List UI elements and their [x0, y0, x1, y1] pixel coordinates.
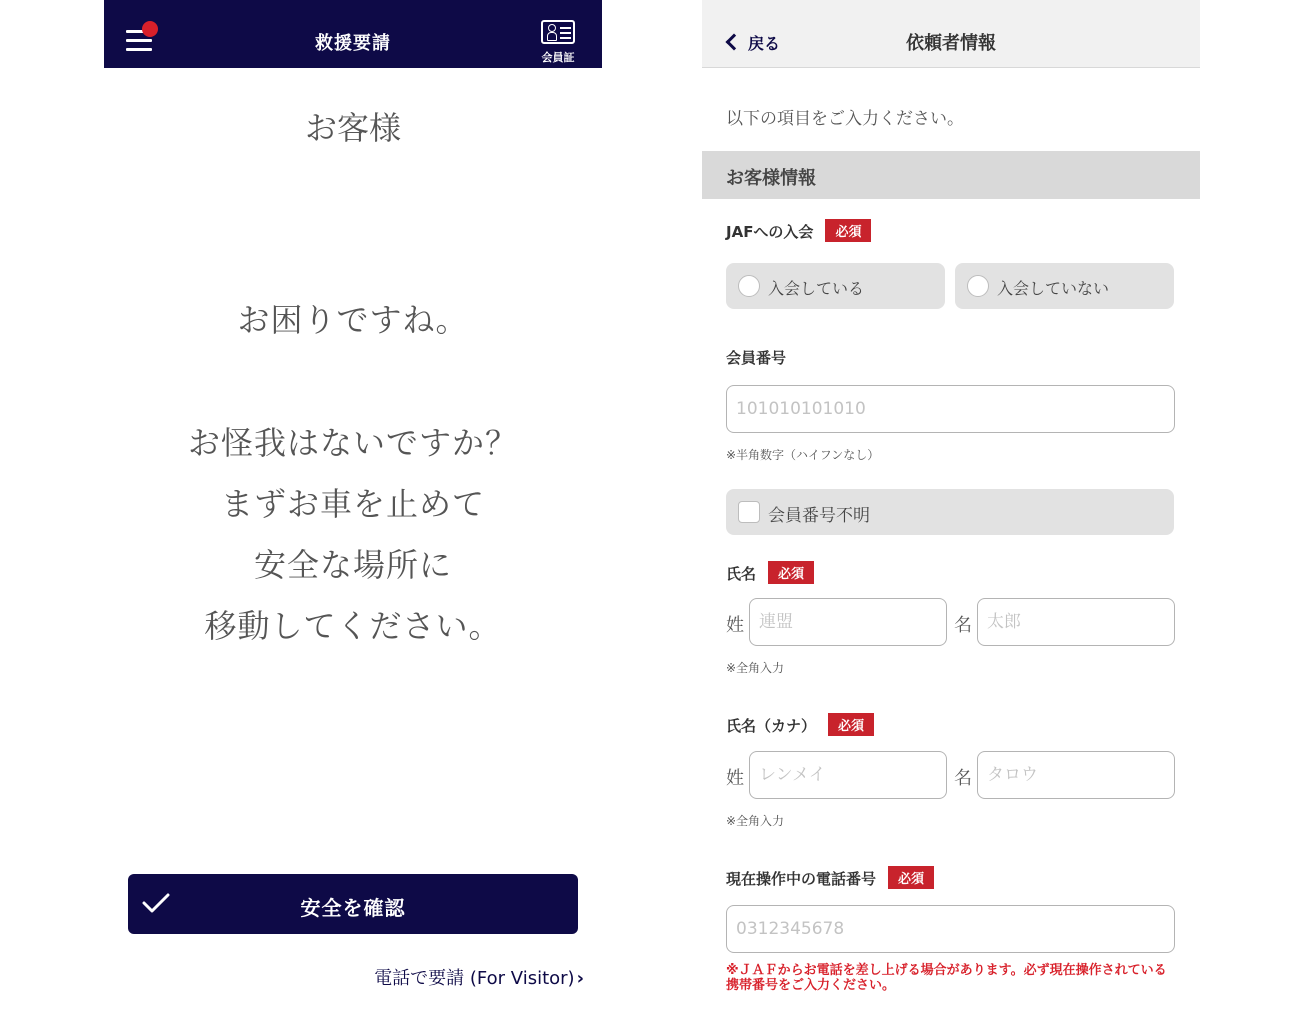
- last-name-kana-input[interactable]: [749, 751, 947, 799]
- name-note: ※全角入力: [726, 661, 785, 675]
- section-header: [702, 151, 1200, 199]
- field-label: 現在操作中の電話番号: [726, 870, 877, 888]
- member-card-label: 会員証: [541, 51, 575, 64]
- trouble-text: お困りですね。: [237, 301, 469, 339]
- id-card-line: [560, 37, 571, 39]
- safety-message-line: 安全な場所に: [253, 546, 452, 584]
- app-header: [104, 0, 602, 68]
- first-name-prefix: 名: [954, 615, 972, 636]
- member-card-button[interactable]: [534, 20, 582, 66]
- phone-label: [726, 866, 934, 889]
- id-card-face: [547, 24, 556, 40]
- checkbox-label: 会員番号不明: [768, 506, 870, 526]
- id-card-line: [560, 32, 571, 34]
- safety-message-line: まずお車を止めて: [220, 485, 485, 523]
- first-name-input[interactable]: [977, 598, 1175, 646]
- id-card-line: [560, 27, 571, 29]
- required-badge: 必須: [825, 219, 871, 242]
- page-title: 依頼者情報: [906, 33, 996, 54]
- jaf-membership-label: [726, 219, 871, 242]
- required-badge: 必須: [888, 866, 934, 889]
- member-number-unknown-checkbox[interactable]: [726, 489, 1174, 535]
- field-label: 会員番号: [726, 349, 787, 367]
- confirm-safety-button[interactable]: [128, 874, 578, 934]
- name-kana-label: [726, 713, 874, 736]
- field-label: 氏名（カナ）: [726, 717, 817, 735]
- first-name-kana-input[interactable]: [977, 751, 1175, 799]
- required-badge: 必須: [768, 561, 814, 584]
- radio-member-no[interactable]: [955, 263, 1174, 309]
- confirm-safety-label: 安全を確認: [300, 896, 406, 920]
- intro-text: 以下の項目をご入力ください。: [726, 109, 964, 129]
- last-name-kana-prefix: 姓: [726, 768, 744, 789]
- requester-info-screen: [702, 0, 1200, 1016]
- last-name-input[interactable]: [749, 598, 947, 646]
- chevron-right-icon: ›: [576, 968, 584, 989]
- safety-message-line: 移動してください。: [204, 607, 502, 645]
- radio-label: 入会していない: [997, 279, 1110, 298]
- safety-message-line: お怪我はないですか？: [187, 424, 518, 462]
- radio-member-yes[interactable]: [726, 263, 945, 309]
- section-title: お客様情報: [726, 168, 816, 189]
- member-number-input[interactable]: [726, 385, 1175, 433]
- greeting-text: お客様: [304, 109, 401, 147]
- name-kana-note: ※全角入力: [726, 814, 785, 828]
- app-header: [702, 0, 1200, 68]
- id-card-icon: [541, 20, 575, 44]
- field-label: 氏名: [726, 565, 757, 583]
- field-label: JAFへの入会: [726, 223, 814, 241]
- phone-request-link[interactable]: [354, 964, 584, 990]
- name-label: [726, 561, 814, 584]
- phone-input[interactable]: [726, 905, 1175, 953]
- phone-request-label: 電話で要請 (For Visitor): [374, 968, 575, 989]
- first-name-kana-prefix: 名: [954, 768, 972, 789]
- radio-icon: [738, 275, 760, 297]
- phone-warning: ※ＪＡＦからお電話を差し上げる場合があります。必ず現在操作されている携帯番号をご入力ください。: [726, 963, 1167, 993]
- page-title: 救援要請: [315, 33, 391, 54]
- member-number-note: ※半角数字（ハイフンなし）: [726, 448, 880, 462]
- member-number-label: [726, 347, 786, 368]
- radio-icon: [967, 275, 989, 297]
- last-name-prefix: 姓: [726, 615, 744, 636]
- required-badge: 必須: [828, 713, 874, 736]
- rescue-request-screen: [104, 0, 602, 1016]
- radio-label: 入会している: [768, 279, 865, 298]
- back-label: 戻る: [748, 33, 781, 53]
- checkbox-icon: [738, 501, 760, 523]
